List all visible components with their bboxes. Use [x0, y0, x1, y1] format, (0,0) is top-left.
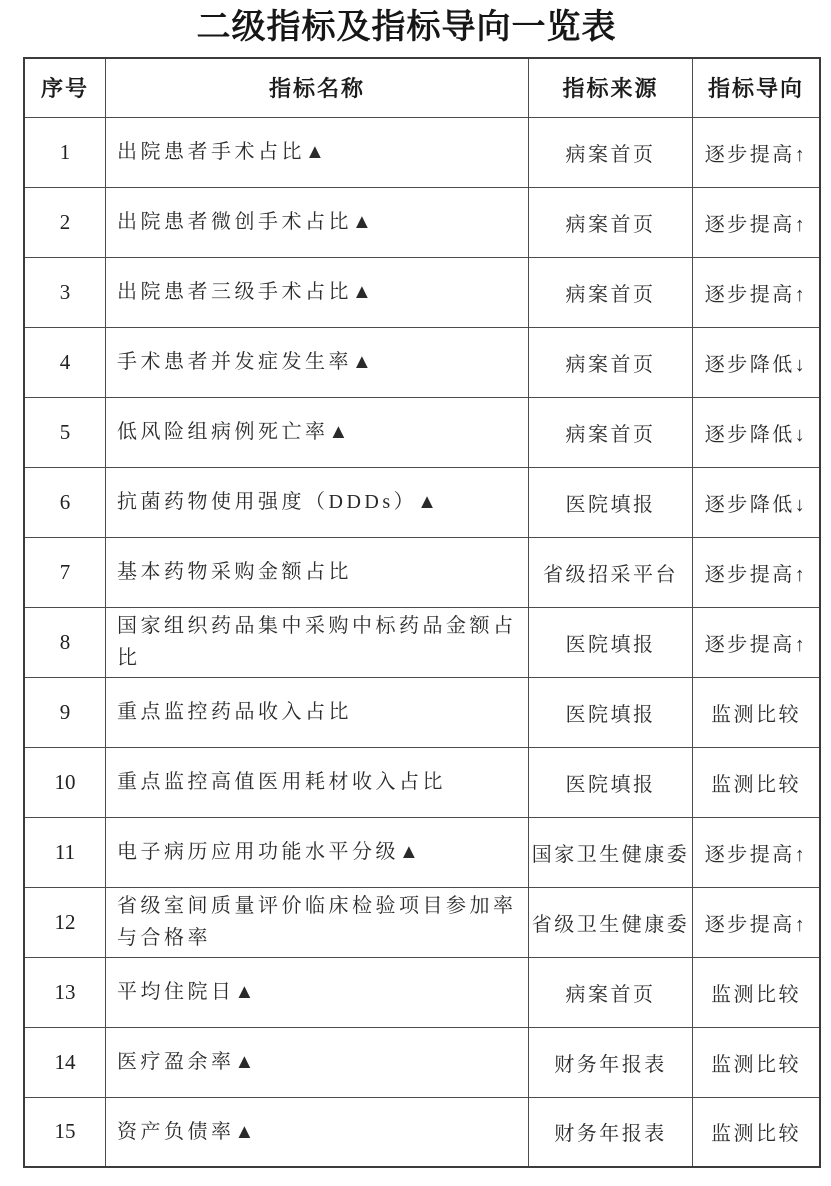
table-row	[24, 747, 820, 817]
indicator-name-cell: 重点监控药品收入占比	[106, 677, 529, 747]
indicator-orientation-cell: 逐步提高↑	[693, 817, 821, 887]
indicator-source-cell: 省级卫生健康委	[529, 887, 693, 957]
table-row	[24, 817, 820, 887]
indicator-orientation-cell: 逐步降低↓	[693, 397, 821, 467]
indicator-name-cell: 国家组织药品集中采购中标药品金额占比	[106, 607, 529, 677]
indicator-orientation-cell: 逐步提高↑	[693, 257, 821, 327]
indicator-table	[23, 57, 821, 1168]
indicator-name-cell: 低风险组病例死亡率▲	[106, 397, 529, 467]
indicator-name-cell: 抗菌药物使用强度（DDDs）▲	[106, 467, 529, 537]
header-row	[24, 58, 820, 117]
header-cell-number: 序号	[24, 58, 106, 117]
row-number-cell: 14	[24, 1027, 106, 1097]
indicator-source-cell: 医院填报	[529, 747, 693, 817]
indicator-orientation-cell: 逐步提高↑	[693, 117, 821, 187]
table-row	[24, 1027, 820, 1097]
row-number-cell: 15	[24, 1097, 106, 1167]
indicator-source-cell: 省级招采平台	[529, 537, 693, 607]
indicator-source-cell: 财务年报表	[529, 1027, 693, 1097]
header-cell-indicator-orientation: 指标导向	[693, 58, 821, 117]
header-cell-indicator-name: 指标名称	[106, 58, 529, 117]
indicator-orientation-cell: 监测比较	[693, 677, 821, 747]
row-number-cell: 13	[24, 957, 106, 1027]
indicator-name-cell: 资产负债率▲	[106, 1097, 529, 1167]
table-header	[24, 58, 820, 117]
indicator-orientation-cell: 监测比较	[693, 1027, 821, 1097]
row-number-cell: 4	[24, 327, 106, 397]
table-row	[24, 677, 820, 747]
indicator-orientation-cell: 逐步提高↑	[693, 607, 821, 677]
indicator-orientation-cell: 监测比较	[693, 1097, 821, 1167]
row-number-cell: 1	[24, 117, 106, 187]
indicator-source-cell: 病案首页	[529, 957, 693, 1027]
indicator-name-cell: 出院患者手术占比▲	[106, 117, 529, 187]
row-number-cell: 2	[24, 187, 106, 257]
row-number-cell: 6	[24, 467, 106, 537]
indicator-name-cell: 电子病历应用功能水平分级▲	[106, 817, 529, 887]
indicator-name-cell: 出院患者三级手术占比▲	[106, 257, 529, 327]
indicator-name-cell: 出院患者微创手术占比▲	[106, 187, 529, 257]
indicator-source-cell: 医院填报	[529, 677, 693, 747]
row-number-cell: 3	[24, 257, 106, 327]
indicator-name-cell: 平均住院日▲	[106, 957, 529, 1027]
page-title: 二级指标及指标导向一览表	[196, 9, 617, 46]
indicator-source-cell: 医院填报	[529, 607, 693, 677]
indicator-source-cell: 病案首页	[529, 117, 693, 187]
indicator-orientation-cell: 逐步降低↓	[693, 327, 821, 397]
table-row	[24, 887, 820, 957]
indicator-source-cell: 病案首页	[529, 187, 693, 257]
indicator-source-cell: 病案首页	[529, 327, 693, 397]
row-number-cell: 11	[24, 817, 106, 887]
indicator-orientation-cell: 逐步提高↑	[693, 887, 821, 957]
indicator-source-cell: 医院填报	[529, 467, 693, 537]
indicator-source-cell: 国家卫生健康委	[529, 817, 693, 887]
header-cell-indicator-source: 指标来源	[529, 58, 693, 117]
indicator-orientation-cell: 监测比较	[693, 747, 821, 817]
row-number-cell: 12	[24, 887, 106, 957]
table-row	[24, 117, 820, 187]
indicator-name-cell: 基本药物采购金额占比	[106, 537, 529, 607]
indicator-source-cell: 病案首页	[529, 257, 693, 327]
indicator-name-cell: 手术患者并发症发生率▲	[106, 327, 529, 397]
indicator-orientation-cell: 逐步提高↑	[693, 537, 821, 607]
row-number-cell: 9	[24, 677, 106, 747]
table-row	[24, 957, 820, 1027]
row-number-cell: 10	[24, 747, 106, 817]
indicator-source-cell: 病案首页	[529, 397, 693, 467]
table-row	[24, 187, 820, 257]
table-row	[24, 1097, 820, 1167]
indicator-name-cell: 重点监控高值医用耗材收入占比	[106, 747, 529, 817]
indicator-source-cell: 财务年报表	[529, 1097, 693, 1167]
table-row	[24, 537, 820, 607]
table-row	[24, 467, 820, 537]
table-row	[24, 397, 820, 467]
indicator-name-cell: 省级室间质量评价临床检验项目参加率与合格率	[106, 887, 529, 957]
indicator-orientation-cell: 监测比较	[693, 957, 821, 1027]
indicator-name-cell: 医疗盈余率▲	[106, 1027, 529, 1097]
row-number-cell: 7	[24, 537, 106, 607]
table-row	[24, 607, 820, 677]
table-row	[24, 327, 820, 397]
table-row	[24, 257, 820, 327]
indicator-orientation-cell: 逐步提高↑	[693, 187, 821, 257]
row-number-cell: 5	[24, 397, 106, 467]
row-number-cell: 8	[24, 607, 106, 677]
table-body	[24, 117, 820, 1167]
indicator-orientation-cell: 逐步降低↓	[693, 467, 821, 537]
